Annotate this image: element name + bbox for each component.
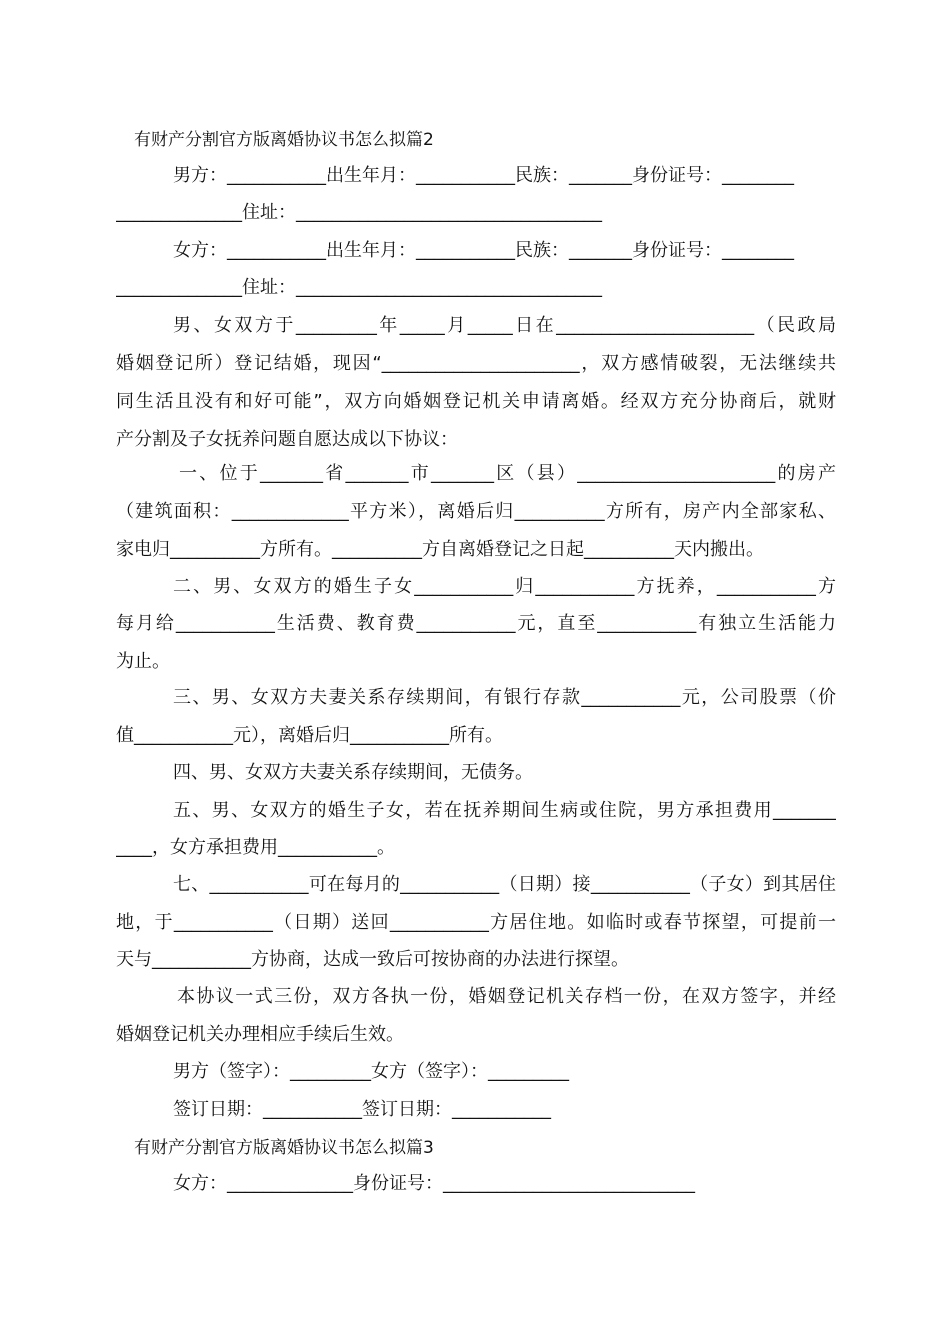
intro-paragraph-line-1: 男、女双方于_________年_____月_____日在______________________（民政局: [173, 315, 836, 336]
item-3-line-1: 三、男、女双方夫妻关系存续期间，有银行存款___________元，公司股票（价: [173, 687, 836, 708]
closing-line-1: 本协议一式三份，双方各执一份，婚姻登记机关存档一份，在双方签字，并经: [177, 986, 836, 1007]
item-3-line-2: 值___________元），离婚后归___________所有。: [116, 725, 503, 746]
item-2-line-2: 每月给___________生活费、教育费___________元，直至___________有独立生活能力: [116, 613, 836, 634]
section-title-3: 有财产分割官方版离婚协议书怎么拟篇3: [134, 1138, 434, 1158]
item-1-line-3: 家电归__________方所有。__________方自离婚登记之日起__________天内搬出。: [116, 539, 764, 560]
intro-paragraph-line-3: 同生活且没有和好可能”，双方向婚姻登记机关申请离婚。经双方充分协商后，就财: [116, 391, 836, 412]
section-title-2: 有财产分割官方版离婚协议书怎么拟篇2: [134, 130, 434, 150]
sign-date-line: 签订日期：___________签订日期：___________: [173, 1099, 551, 1120]
signature-line: 男方（签字）：_________女方（签字）：_________: [173, 1061, 569, 1082]
item-7-line-3: 天与___________方协商，达成一致后可按协商的办法进行探望。: [116, 949, 629, 970]
item-2-line-1: 二、男、女双方的婚生子女___________归___________方抚养，___________方: [173, 576, 836, 597]
female-info-line-3: 女方：______________身份证号：____________________________: [173, 1173, 695, 1194]
closing-line-2: 婚姻登记机关办理相应手续后生效。: [116, 1024, 404, 1045]
male-info-line-2: ______________住址：__________________________________: [116, 202, 602, 223]
male-info-line-1: 男方：___________出生年月：___________民族：_______身份证号：________: [173, 165, 794, 186]
item-4-line: 四、男、女双方夫妻关系存续期间，无债务。: [173, 762, 533, 783]
item-7-line-1: 七、___________可在每月的___________（日期）接___________（子女）到其居住: [173, 874, 836, 895]
female-info-line-2: ______________住址：__________________________________: [116, 277, 602, 298]
item-5-line-1: 五、男、女双方的婚生子女，若在抚养期间生病或住院，男方承担费用_______: [173, 800, 836, 821]
item-1-line-2: （建筑面积：_____________平方米），离婚后归__________方所有，房产内全部家私、: [116, 501, 836, 522]
female-info-line-1: 女方：___________出生年月：___________民族：_______身份证号：________: [173, 240, 794, 261]
item-1-line-1: 一、位于_______省_______市_______区（县）______________________的房产: [179, 463, 836, 484]
item-2-line-3: 为止。: [116, 651, 170, 672]
item-5-line-2: ____，女方承担费用___________。: [116, 837, 395, 858]
intro-paragraph-line-2: 婚姻登记所）登记结婚，现因“______________________，双方感情破裂，无法继续共: [116, 353, 836, 374]
item-7-line-2: 地，于___________（日期）送回___________方居住地。如临时或春节探望，可提前一: [116, 912, 836, 933]
intro-paragraph-line-4: 产分割及子女抚养问题自愿达成以下协议：: [116, 429, 458, 450]
